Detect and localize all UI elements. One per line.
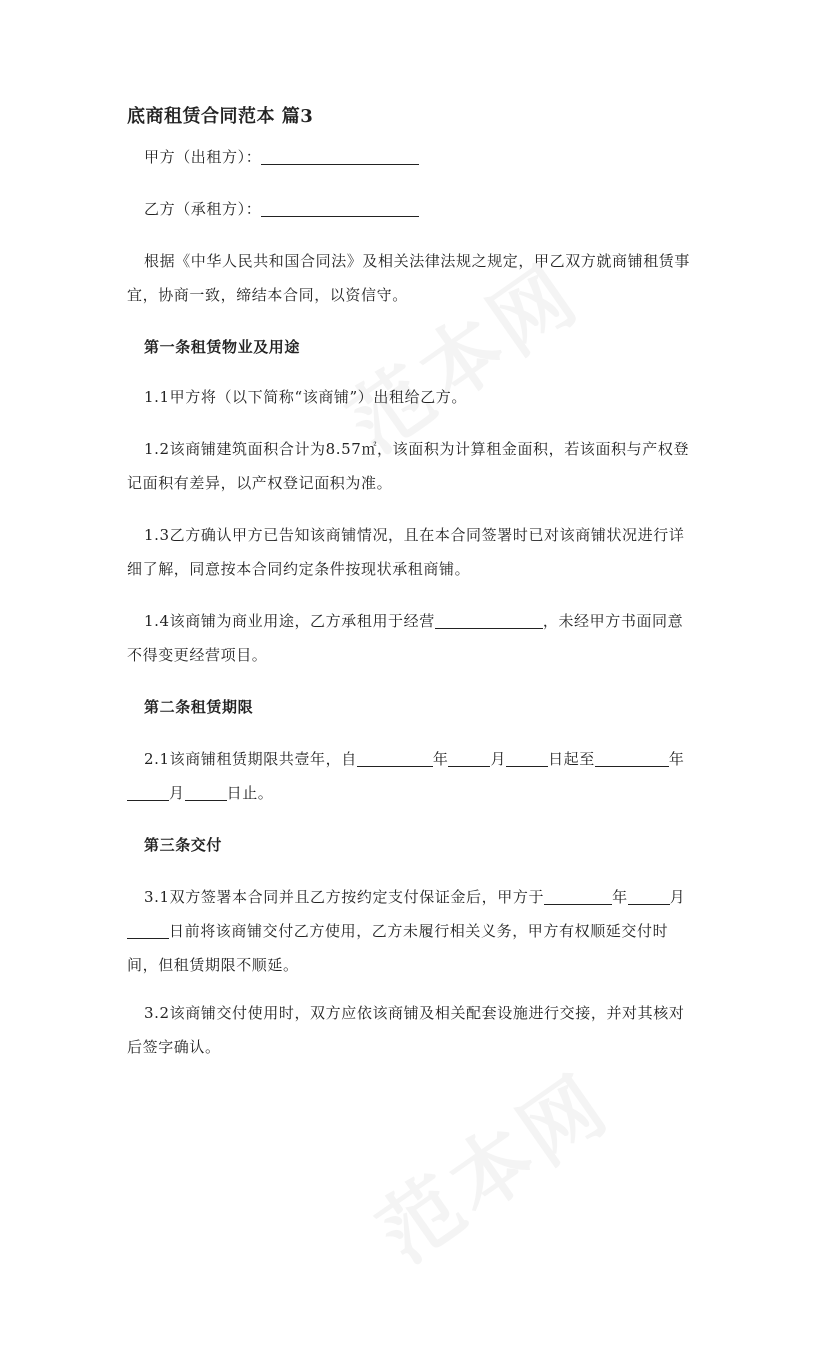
month-label: 月 [490, 750, 507, 768]
delivery-year-blank [544, 886, 612, 905]
end-month-label: 月 [169, 784, 185, 802]
document-title: 底商租赁合同范本 篇3 [127, 106, 314, 127]
clause-1-4-text-b: ，未经甲方书面同意不得变更经营项目。 [127, 612, 684, 664]
clause-2-1-text: 2.1该商铺租赁期限共壹年，自 [144, 750, 357, 768]
party-a-line [127, 140, 697, 174]
clause-3-1-text-a: 3.1双方签署本合同并且乙方按约定支付保证金后，甲方于 [144, 888, 545, 906]
clause-3-1 [127, 880, 697, 982]
clause-2-1 [127, 742, 697, 810]
end-year-label: 年 [668, 750, 685, 768]
business-scope-blank [435, 610, 543, 629]
clause-3-1-text-b: 日前将该商铺交付乙方使用，乙方未履行相关义务，甲方有权顺延交付时间，但租赁期限不顺延。 [127, 922, 669, 974]
delivery-day-blank [127, 920, 169, 939]
year-label: 年 [432, 750, 449, 768]
clause-1-2: 1.2该商铺建筑面积合计为8.57㎡，该面积为计算租金面积，若该面积与产权登记面积有差异，以产权登记面积为准。 [127, 440, 690, 492]
article2-heading: 第二条租赁期限 [144, 698, 254, 716]
day-end-label: 日止。 [226, 784, 274, 802]
clause-1-1: 1.1甲方将（以下简称“该商铺”）出租给乙方。 [144, 388, 467, 406]
clause-3-2: 3.2该商铺交付使用时，双方应依该商铺及相关配套设施进行交接，并对其核对后签字确认。 [127, 1004, 685, 1056]
intro-paragraph: 根据《中华人民共和国合同法》及相关法律法规之规定，甲乙双方就商铺租赁事宜，协商一致，缔结本合同，以资信守。 [127, 252, 691, 304]
article3-heading: 第三条交付 [144, 836, 223, 854]
delivery-month-blank [628, 886, 670, 905]
start-year-blank [357, 748, 433, 767]
clause-1-4 [127, 604, 697, 672]
party-a-blank [261, 146, 419, 165]
delivery-year-label: 年 [612, 888, 628, 906]
party-b-blank [261, 198, 419, 217]
party-b-label: 乙方（承租方）： [144, 200, 262, 218]
clause-1-3: 1.3乙方确认甲方已告知该商铺情况，且在本合同签署时已对该商铺状况进行详细了解，同意按本合同约定条件按现状承租商铺。 [127, 526, 685, 578]
day-from-label: 日起至 [548, 750, 595, 768]
end-month-blank [127, 782, 169, 801]
article1-heading: 第一条租赁物业及用途 [144, 338, 301, 356]
party-a-label: 甲方（出租方）： [144, 148, 262, 166]
clause-1-4-text-a: 1.4该商铺为商业用途，乙方承租用于经营 [144, 612, 435, 630]
delivery-month-label: 月 [669, 888, 686, 906]
start-month-blank [448, 748, 490, 767]
end-day-blank [185, 782, 227, 801]
start-day-blank [506, 748, 548, 767]
party-b-line [127, 192, 697, 226]
end-year-blank [595, 748, 669, 767]
